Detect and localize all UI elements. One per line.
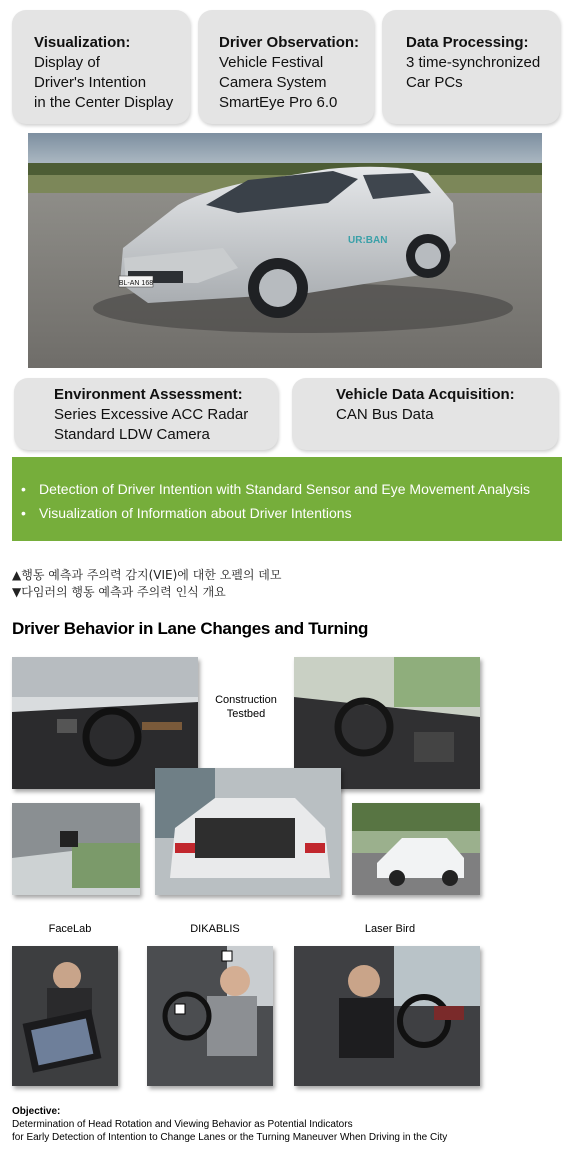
box-title: Vehicle Data Acquisition: [336,386,515,403]
license-plate: BL-AN 168 [118,280,154,287]
info-box-driver-observation [198,10,374,124]
box-line: Camera System [219,74,327,91]
objective-heading: Objective: [12,1106,61,1117]
summary-bullets [12,457,562,541]
info-box-data-processing [382,10,560,124]
box-title: Driver Observation: [219,34,360,51]
test-car-photo [28,133,542,368]
label-facelab: FaceLab [48,923,92,935]
box-line: Series Excessive ACC Radar [54,406,249,423]
box-title: Visualization: [34,34,131,51]
construction-testbed-label [206,693,286,721]
info-box-environment-assessment [14,378,278,450]
label-laser-bird: Laser Bird [364,923,416,935]
bullet-item: • Visualization of Information about Driver Intentions [12,501,562,525]
box-line: Display of [34,54,100,71]
box-title: Data Processing: [406,34,529,51]
label-line: Testbed [226,708,266,720]
caption-daimler: ▼다임러의 행동 예측과 주의력 인식 개요 [12,585,226,599]
info-box-vehicle-data-acquisition [292,378,558,450]
dikablis-photo [147,946,273,1086]
car-decal: UR:BAN [348,235,388,246]
box-line: 3 time-synchronized [406,54,541,71]
box-line: CAN Bus Data [336,406,434,423]
label-line: Construction [215,694,277,706]
box-line: SmartEye Pro 6.0 [219,94,338,111]
box-line: Standard LDW Camera [54,426,210,443]
objective-block [12,1105,447,1144]
label-dikablis: DIKABLIS [190,923,240,935]
headliner-camera-photo [12,803,140,895]
box-line: Driver's Intention [34,74,147,91]
objective-line: Determination of Head Rotation and Viewing Behavior as Potential Indicators [12,1119,353,1130]
box-title: Environment Assessment: [54,386,243,403]
section-title: Driver Behavior in Lane Changes and Turning [12,619,369,638]
caption-opel: ▲행동 예측과 주의력 감지(VIE)에 대한 오펠의 데모 [12,568,282,582]
box-line: in the Center Display [34,94,174,111]
bullet-item: • Detection of Driver Intention with Standard Sensor and Eye Movement Analysis [12,477,562,501]
mercedes-exterior-photo [352,803,480,895]
info-box-visualization [12,10,190,124]
box-line: Car PCs [406,74,463,91]
box-line: Vehicle Festival [219,54,324,71]
laser-bird-photo [294,946,480,1086]
facelab-photo [12,946,118,1086]
objective-line: for Early Detection of Intention to Change Lanes or the Turning Maneuver When Driving in the City [12,1132,448,1143]
trunk-equipment-photo [155,768,341,895]
